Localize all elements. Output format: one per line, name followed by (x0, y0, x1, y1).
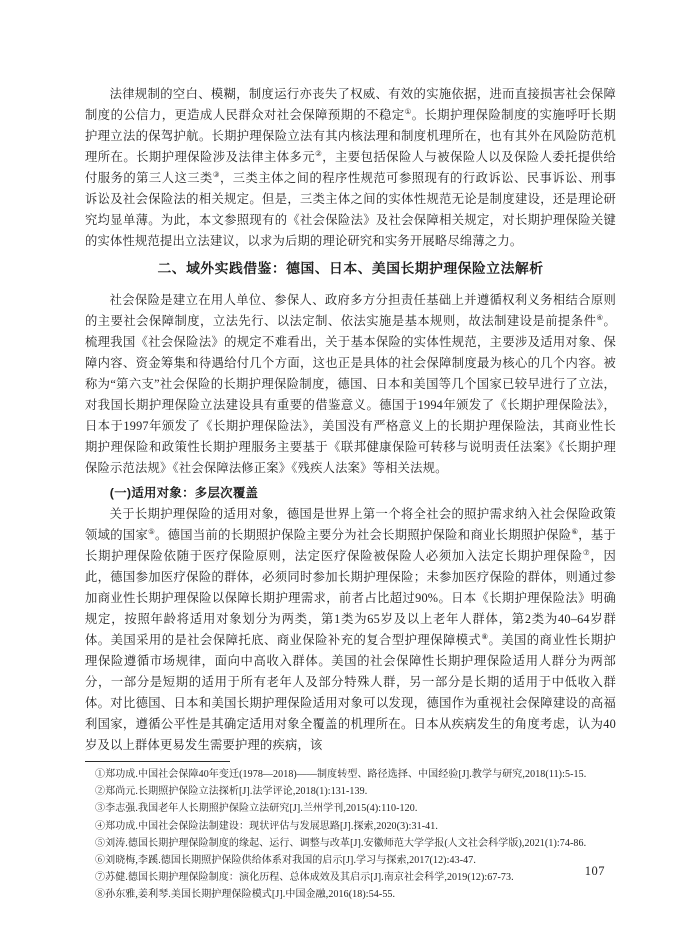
article-body (85, 84, 616, 756)
footnote-1: ①郑功成.中国社会保障40年变迁(1978—2018)——制度转型、路径选择、中国经验[J].教学与研究,2018(11):5-15. (95, 769, 587, 780)
subsection-heading: (一)适用对象：多层次覆盖 (109, 486, 259, 500)
footnote-2: ②郑尚元.长期照护保险立法探析[J].法学评论,2018(1):131-139. (95, 786, 368, 798)
footnote-7: ⑦苏健.德国长期护理保险制度：演化历程、总体成效及其启示[J].南京社会科学,2019(12):67-73. (95, 872, 514, 884)
footnote-5: ⑤刘涛.德国长期护理保险制度的缘起、运行、调整与改革[J].安徽师范大学学报(人文社会科学版),2021(1):74-86. (95, 837, 587, 849)
footnote-area (85, 761, 616, 904)
paragraph-applicable-objects: 关于长期护理保险的适用对象，德国是世界上第一个将全社会的照护需求纳入社会保险政策领域的国家⑤。德国当前的长期照护保险主要分为社会长期照护保险和商业长期照护保险⑥，基于长期护理保险依随于医疗保险原则，法定医疗保险被保险人必须加入法定长期护理保险⑦，因此，德国参加医疗保险的群体，必须同时参加长期护理保险；未参加医疗保险的群体，则通过参加商业性长期护理保险以保障长期护理需求，前者占比超过90%。日本《长期护理保险法》明确规定，按照年龄将适用对象划分为两类，第1类为65岁及以上老年人群体，第2类为40–64岁群体。美国采用的是社会保障托底、商业保险补充的复合型护理保障模式⑧。美国的商业性长期护理保险遵循市场规律，面向中高收入群体。美国的社会保障性长期护理保险适用人群分为两部分，一部分是短期的适用于所有老年人及部分特殊人群，另一部分是长期的适用于中低收入群体。对比德国、日本和美国长期护理保险适用对象可以发现，德国作为重视社会保障建设的高福利国家，遵循公平性是其确定适用对象全覆盖的机理所在。日本从疾病发生的角度考虑，认为40岁及以上群体更易发生需要护理的疾病，该 (85, 507, 616, 752)
footnote-6: ⑥刘晓梅,李蹊.德国长期照护保险供给体系对我国的启示[J].学习与探索,2017(12):43-47. (95, 855, 476, 867)
footnote-separator-rule (85, 761, 230, 762)
footnote-3: ③李志强.我国老年人长期照护保险立法研究[J].兰州学刊,2015(4):110-120. (95, 803, 418, 815)
section-heading: 二、域外实践借鉴：德国、日本、美国长期护理保险立法解析 (157, 261, 544, 276)
page-number: 107 (584, 864, 605, 878)
paragraph-intro-continuation: 法律规制的空白、模糊，制度运行亦丧失了权威、有效的实施依据，进而直接损害社会保障制度的公信力，更造成人民群众对社会保障预期的不稳定①。长期护理保险制度的实施呼吁长期护理立法的保驾护航。长期护理保险立法有其内核法理和制度机理所在，也有其外在风险防范机理所在。长期护理保险涉及法律主体多元②，主要包括保险人与被保险人以及保险人委托提供给付服务的第三人这三类③，三类主体之间的程序性规范可参照现有的行政诉讼、民事诉讼、刑事诉讼及社会保险法的相关规定。但是，三类主体之间的实体性规范无论是制度建设，还是理论研究均显单薄。为此，本文参照现有的《社会保险法》及社会保障相关规定，对长期护理保险关键的实体性规范提出立法建议，以求为后期的理论研究和实务开展略尽绵薄之力。 (85, 87, 617, 248)
footnote-list (85, 766, 616, 904)
footnote-8: ⑧孙东雅,姜利琴.美国长期护理保险模式[J].中国金融,2016(18):54-55. (95, 889, 396, 901)
paragraph-section-overview: 社会保险是建立在用人单位、参保人、政府多方分担责任基础上并遵循权利义务相结合原则的主要社会保障制度，立法先行、以法定制、依法实施是基本规则，故法制建设是前提条件④。梳理我国《社会保险法》的规定不难看出，关于基本保险的实体性规范，主要涉及适用对象、保障内容、资金筹集和待遇给付几个方面，这也正是具体的社会保障制度最为核心的几个内容。被称为“第六支”社会保险的长期护理保险制度，德国、日本和美国等几个国家已较早进行了立法，对我国长期护理保险立法建设具有重要的借鉴意义。德国于1994年颁发了《长期护理保险法》，日本于1997年颁发了《长期护理保险法》，美国没有严格意义上的长期护理保险法，其商业性长期护理保险和政策性长期护理服务主要基于《联邦健康保险可转移与说明责任法案》《长期护理保险示范法规》《社会保障法修正案》《残疾人法案》等相关法规。 (85, 293, 616, 475)
footnote-4: ④郑功成.中国社会保险法制建设：现状评估与发展思路[J].探索,2020(3):31-41. (95, 820, 438, 832)
